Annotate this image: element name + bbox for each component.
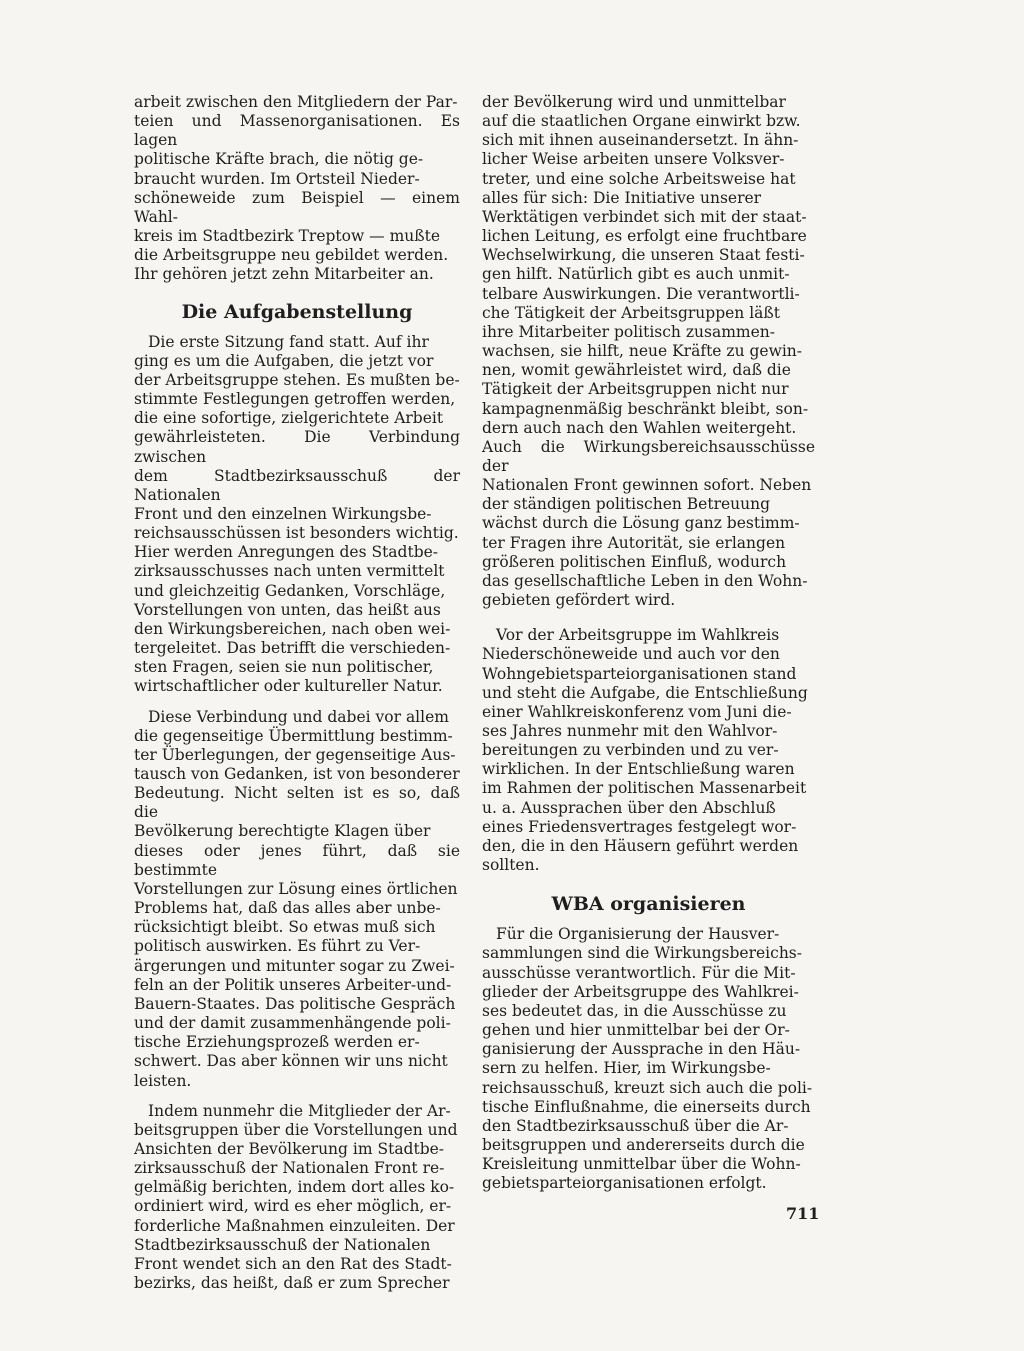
text-line: telbare Auswirkungen. Die verantwortli- — [482, 284, 800, 303]
right-paragraph-2 — [482, 626, 815, 875]
text-line: leisten. — [134, 1071, 192, 1090]
text-line: ses Jahres nunmehr mit den Wahlvor- — [482, 722, 778, 740]
text-line: beitsgruppen und andererseits durch die — [482, 1135, 805, 1154]
text-line: den Wirkungsbereichen, nach oben wei- — [134, 619, 451, 638]
text-line: größeren politischen Einfluß, wodurch — [482, 552, 787, 571]
text-line: Ansichten der Bevölkerung im Stadtbe- — [134, 1139, 445, 1158]
text-line: sich mit ihnen auseinandersetzt. In ähn- — [482, 131, 799, 150]
text-line: tische Einflußnahme, die einerseits durch — [482, 1097, 811, 1116]
page-number: 711 — [786, 1204, 820, 1223]
text-line: sern zu helfen. Hier, im Wirkungsbe- — [482, 1059, 771, 1078]
text-line: zirksausschusses nach unten vermittelt — [134, 562, 445, 581]
text-line: kreis im Stadtbezirk Treptow — mußte — [134, 227, 441, 246]
text-line: und steht die Aufgabe, die Entschließung — [482, 683, 808, 702]
right-paragraph-1 — [482, 93, 815, 610]
text-line: den Stadtbezirksausschuß über die Ar- — [482, 1116, 789, 1135]
text-line: Bevölkerung berechtigte Klagen über — [134, 822, 431, 841]
text-line: feln an der Politik unseres Arbeiter-und- — [134, 975, 452, 994]
text-line: bereitungen zu verbinden und zu ver- — [482, 741, 779, 760]
text-line: kampagnenmäßig beschränkt bleibt, son- — [482, 399, 809, 418]
text-line: ter Fragen ihre Autorität, sie erlangen — [482, 533, 786, 552]
text-line: wirtschaftlicher oder kultureller Natur. — [134, 677, 443, 696]
text-line: teien und Massenorganisationen. Es lagen — [134, 112, 460, 150]
text-line: wachsen, sie hilft, neue Kräfte zu gewin- — [482, 342, 803, 361]
text-line: stimmte Festlegungen getroffen werden, — [134, 390, 456, 409]
text-line: Auch die Wirkungsbereichsausschüsse der — [482, 437, 815, 475]
text-line: ging es um die Aufgaben, die jetzt vor — [134, 351, 434, 370]
text-line: wächst durch die Lösung ganz bestimm- — [482, 514, 800, 533]
text-line: ordiniert wird, wird es eher möglich, er- — [134, 1197, 452, 1216]
text-line: der Arbeitsgruppe stehen. Es mußten be- — [134, 370, 460, 389]
text-line: gehen und hier unmittelbar bei der Or- — [482, 1021, 790, 1040]
heading-aufgabenstellung: Die Aufgabenstellung — [181, 300, 413, 323]
text-line: und der damit zusammenhängende poli- — [134, 1014, 451, 1033]
text-line: Wohngebietsparteiorganisationen stand — [482, 664, 797, 683]
text-line: politische Kräfte brach, die nötig ge- — [134, 150, 424, 169]
text-line: braucht wurden. Im Ortsteil Nieder- — [134, 169, 420, 188]
text-line: gebietsparteiorganisationen erfolgt. — [482, 1174, 767, 1193]
text-line: Stadtbezirksausschuß der Nationalen — [134, 1235, 431, 1254]
text-line: Wechselwirkung, die unseren Staat festi- — [482, 246, 805, 265]
text-line: Hier werden Anregungen des Stadtbe- — [134, 543, 439, 562]
text-line: ärgerungen und mitunter sogar zu Zwei- — [134, 956, 455, 975]
text-line: gewährleisteten. Die Verbindung zwischen — [134, 428, 460, 466]
text-line: Front und den einzelnen Wirkungsbe- — [134, 504, 432, 523]
text-line: Indem nunmehr die Mitglieder der Ar- — [148, 1101, 451, 1120]
text-line: reichsausschuß, kreuzt sich auch die poli- — [482, 1078, 813, 1097]
text-line: sollten. — [482, 856, 540, 875]
heading-wba-organisieren: WBA organisieren — [551, 893, 746, 916]
text-line: auf die staatlichen Organe einwirkt bzw. — [482, 112, 801, 131]
text-line: Die erste Sitzung fand statt. Auf ihr — [148, 332, 429, 351]
text-line: Bedeutung. Nicht selten ist es so, daß die — [134, 784, 460, 822]
text-line: ausschüsse verantwortlich. Für die Mit- — [482, 963, 796, 982]
text-line: die eine sofortige, zielgerichtete Arbeit — [134, 409, 444, 428]
text-line: Front wendet sich an den Rat des Stadt- — [134, 1254, 452, 1273]
text-line: im Rahmen der politischen Massenarbeit — [482, 779, 807, 798]
text-line: ses bedeutet das, in die Ausschüsse zu — [482, 1001, 787, 1020]
text-line: sten Fragen, seien sie nun politischer, — [134, 658, 434, 677]
text-line: che Tätigkeit der Arbeitsgruppen läßt — [482, 303, 780, 322]
text-line: lichen Leitung, es erfolgt eine fruchtbare — [482, 227, 807, 246]
text-line: bezirks, das heißt, daß er zum Sprecher — [134, 1274, 450, 1293]
text-line: forderliche Maßnahmen einzuleiten. Der — [134, 1216, 455, 1235]
text-line: Vorstellungen zur Lösung eines örtlichen — [134, 879, 458, 898]
text-line: ihre Mitarbeiter politisch zusammen- — [482, 322, 775, 341]
text-line: Werktätigen verbindet sich mit der staat- — [482, 207, 807, 226]
text-line: eines Friedensvertrages festgelegt wor- — [482, 817, 797, 836]
text-line: der Bevölkerung wird und unmittelbar — [482, 93, 786, 111]
text-line: der ständigen politischen Betreuung — [482, 495, 771, 514]
left-paragraph-3 — [134, 708, 460, 1091]
text-line: wirklichen. In der Entschließung waren — [482, 760, 795, 779]
text-line: Für die Organisierung der Hausver- — [496, 925, 780, 944]
text-line: tische Erziehungsprozeß werden er- — [134, 1033, 420, 1052]
text-line: Niederschöneweide und auch vor den — [482, 645, 780, 664]
text-line: beitsgruppen über die Vorstellungen und — [134, 1120, 458, 1139]
text-line: Vorstellungen von unten, das heißt aus — [134, 600, 441, 619]
text-line: Ihr gehören jetzt zehn Mitarbeiter an. — [134, 265, 434, 284]
text-line: Nationalen Front gewinnen sofort. Neben — [482, 476, 812, 495]
text-line: Kreisleitung unmittelbar über die Wohn- — [482, 1155, 801, 1174]
text-line: und gleichzeitig Gedanken, Vorschläge, — [134, 581, 446, 600]
left-paragraph-4 — [134, 1102, 460, 1294]
text-line: Diese Verbindung und dabei vor allem — [148, 707, 449, 726]
text-line: Tätigkeit der Arbeitsgruppen nicht nur — [482, 380, 789, 399]
text-line: die gegenseitige Übermittlung bestimm- — [134, 726, 453, 745]
text-line: ter Überlegungen, der gegenseitige Aus- — [134, 745, 456, 764]
text-line: dern auch nach den Wahlen weitergeht. — [482, 418, 797, 437]
text-line: nen, womit gewährleistet wird, daß die — [482, 361, 791, 380]
text-line: dem Stadtbezirksausschuß der Nationalen — [134, 466, 460, 504]
text-line: politisch auswirken. Es führt zu Ver- — [134, 937, 421, 956]
text-line: schwert. Das aber können wir uns nicht — [134, 1052, 448, 1071]
left-paragraph-2 — [134, 333, 460, 697]
text-line: ganisierung der Aussprache in den Häu- — [482, 1040, 801, 1059]
text-line: gelmäßig berichten, indem dort alles ko- — [134, 1178, 455, 1197]
text-line: sammlungen sind die Wirkungsbereichs- — [482, 944, 802, 963]
text-line: alles für sich: Die Initiative unserer — [482, 188, 762, 207]
text-line: dieses oder jenes führt, daß sie bestimmte — [134, 841, 460, 879]
text-line: reichsausschüssen ist besonders wichtig. — [134, 524, 459, 543]
text-line: tausch von Gedanken, ist von besonderer — [134, 765, 460, 783]
text-line: gen hilft. Natürlich gibt es auch unmit- — [482, 265, 790, 284]
text-line: schöneweide zum Beispiel — einem Wahl- — [134, 188, 460, 226]
text-line: zirksausschuß der Nationalen Front re- — [134, 1159, 445, 1178]
text-line: tergeleitet. Das betrifft die verschieden- — [134, 639, 451, 658]
text-line: Problems hat, daß das alles aber unbe- — [134, 899, 441, 918]
text-line: das gesellschaftliche Leben in den Wohn- — [482, 571, 808, 590]
text-line: rücksichtigt bleibt. So etwas muß sich — [134, 918, 436, 937]
text-line: glieder der Arbeitsgruppe des Wahlkrei- — [482, 982, 799, 1001]
right-paragraph-3 — [482, 925, 815, 1193]
text-line: arbeit zwischen den Mitgliedern der Par- — [134, 93, 458, 111]
text-line: einer Wahlkreiskonferenz vom Juni die- — [482, 702, 792, 721]
text-line: Vor der Arbeitsgruppe im Wahlkreis — [496, 626, 780, 645]
text-line: treter, und eine solche Arbeitsweise hat — [482, 169, 796, 188]
text-line: die Arbeitsgruppe neu gebildet werden. — [134, 246, 449, 265]
text-line: gebieten gefördert wird. — [482, 591, 676, 610]
text-line: licher Weise arbeiten unsere Volksver- — [482, 150, 785, 169]
right-column — [482, 93, 815, 1193]
text-line: Bauern-Staates. Das politische Gespräch — [134, 994, 456, 1013]
left-column — [134, 93, 460, 1293]
text-line: u. a. Aussprachen über den Abschluß — [482, 798, 776, 817]
left-paragraph-1 — [134, 93, 460, 285]
text-line: den, die in den Häusern geführt werden — [482, 836, 799, 855]
